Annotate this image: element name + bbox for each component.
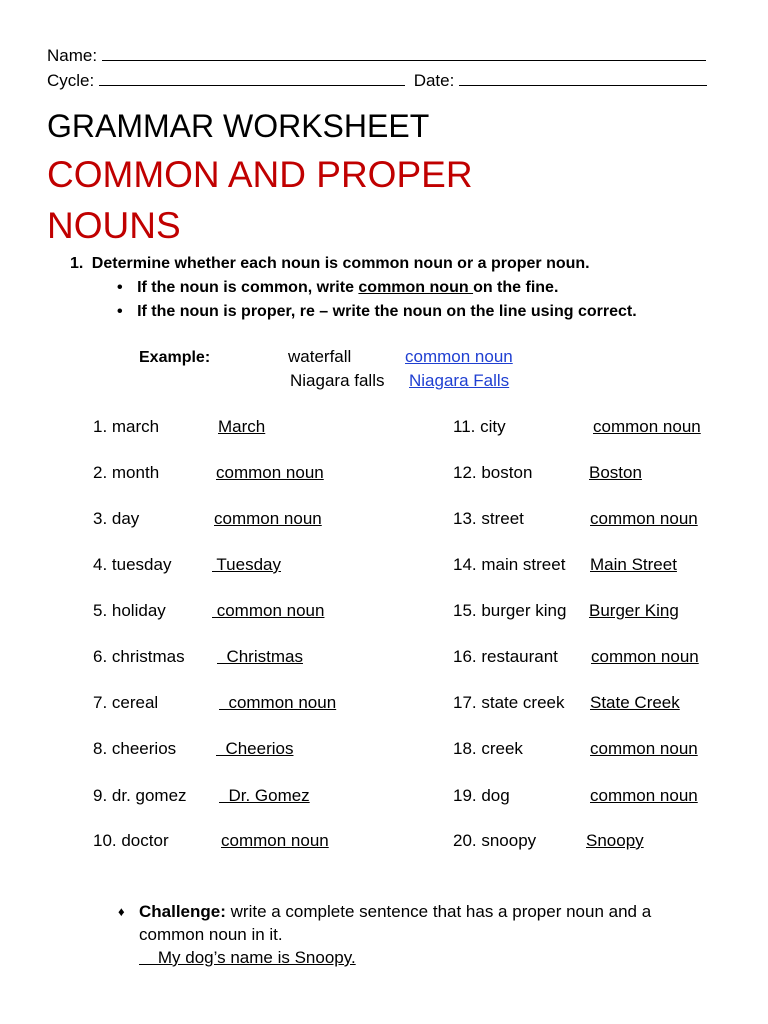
diamond-bullet-icon: ♦ bbox=[118, 904, 125, 919]
name-label: Name: bbox=[47, 46, 98, 65]
topic-title-line2: NOUNS bbox=[47, 205, 181, 246]
list-item-word: 13. street bbox=[453, 509, 524, 528]
list-item-answer[interactable]: common noun bbox=[212, 601, 325, 620]
date-label: Date: bbox=[413, 71, 455, 90]
bullet2-text: If the noun is proper, re – write the noun on the line using correct. bbox=[137, 303, 637, 320]
name-blank[interactable] bbox=[102, 46, 706, 61]
list-item-word: 19. dog bbox=[453, 786, 510, 805]
date-blank[interactable] bbox=[459, 71, 707, 86]
bullet-glyph: • bbox=[117, 279, 123, 296]
list-item-word: 1. march bbox=[93, 417, 160, 436]
list-item-answer[interactable]: Dr. Gomez bbox=[219, 786, 310, 805]
list-item-word: 9. dr. gomez bbox=[93, 786, 187, 805]
list-item-answer[interactable]: common noun bbox=[590, 786, 698, 805]
list-item-word: 7. cereal bbox=[93, 693, 159, 712]
instruction-text: Determine whether each noun is common noun or a proper noun. bbox=[91, 255, 590, 272]
bullet1-post: on the fine. bbox=[473, 279, 559, 296]
list-item-answer[interactable]: Christmas bbox=[217, 647, 303, 666]
list-item-answer[interactable]: common noun bbox=[214, 509, 322, 528]
list-item-word: 12. boston bbox=[453, 463, 533, 482]
list-item-answer[interactable]: common noun bbox=[219, 693, 337, 712]
list-item-answer[interactable]: Main Street bbox=[590, 555, 677, 574]
example-word-1: waterfall bbox=[288, 347, 352, 366]
cycle-blank[interactable] bbox=[99, 71, 405, 86]
list-item-word: 3. day bbox=[93, 509, 140, 528]
cycle-date-line bbox=[47, 71, 707, 91]
example-word-2: Niagara falls bbox=[290, 371, 385, 390]
list-item-answer[interactable]: common noun bbox=[590, 739, 698, 758]
topic-title-line1: COMMON AND PROPER bbox=[47, 154, 473, 195]
challenge-answer[interactable]: My dog’s name is Snoopy. bbox=[139, 948, 356, 967]
list-item-answer[interactable]: State Creek bbox=[590, 693, 680, 712]
instruction-main bbox=[70, 254, 590, 274]
list-item-answer[interactable]: common noun bbox=[216, 463, 324, 482]
example-label: Example: bbox=[139, 349, 211, 366]
list-item-word: 15. burger king bbox=[453, 601, 567, 620]
list-item-word: 18. creek bbox=[453, 739, 523, 758]
instruction-number: 1. bbox=[70, 255, 84, 272]
list-item-answer[interactable]: Burger King bbox=[589, 601, 679, 620]
instruction-bullet-2 bbox=[117, 302, 637, 322]
list-item-answer[interactable]: March bbox=[218, 417, 266, 436]
instruction-bullet-1 bbox=[117, 278, 558, 298]
list-item-answer[interactable]: Boston bbox=[589, 463, 642, 482]
list-item-word: 10. doctor bbox=[93, 831, 169, 850]
list-item-answer[interactable]: common noun bbox=[221, 831, 329, 850]
bullet-glyph: • bbox=[117, 303, 123, 320]
cycle-label: Cycle: bbox=[47, 71, 95, 90]
challenge-line-2: common noun in it. bbox=[139, 925, 283, 944]
list-item-word: 17. state creek bbox=[453, 693, 565, 712]
list-item-word: 16. restaurant bbox=[453, 647, 558, 666]
name-line bbox=[47, 46, 706, 66]
example-answer-2[interactable]: Niagara Falls bbox=[409, 371, 510, 390]
list-item-answer[interactable]: common noun bbox=[591, 647, 699, 666]
challenge-label: Challenge: bbox=[139, 902, 226, 921]
list-item-word: 14. main street bbox=[453, 555, 566, 574]
bullet1-underlined: common noun bbox=[358, 279, 474, 296]
challenge-text-1: write a complete sentence that has a proper noun and a bbox=[225, 902, 652, 921]
list-item-word: 5. holiday bbox=[93, 601, 166, 620]
challenge-line-1 bbox=[139, 902, 651, 922]
list-item-answer[interactable]: Tuesday bbox=[212, 555, 281, 574]
example-answer-1[interactable]: common noun bbox=[405, 347, 513, 366]
list-item-answer[interactable]: Snoopy bbox=[586, 831, 644, 850]
list-item-word: 11. city bbox=[453, 417, 506, 436]
worksheet-title: GRAMMAR WORKSHEET bbox=[47, 108, 430, 144]
list-item-word: 8. cheerios bbox=[93, 739, 177, 758]
list-item-answer[interactable]: common noun bbox=[593, 417, 701, 436]
list-item-answer[interactable]: common noun bbox=[590, 509, 698, 528]
list-item-word: 4. tuesday bbox=[93, 555, 172, 574]
list-item-answer[interactable]: Cheerios bbox=[216, 739, 294, 758]
list-item-word: 6. christmas bbox=[93, 647, 185, 666]
bullet1-pre: If the noun is common, write bbox=[137, 279, 359, 296]
list-item-word: 2. month bbox=[93, 463, 160, 482]
list-item-word: 20. snoopy bbox=[453, 831, 537, 850]
